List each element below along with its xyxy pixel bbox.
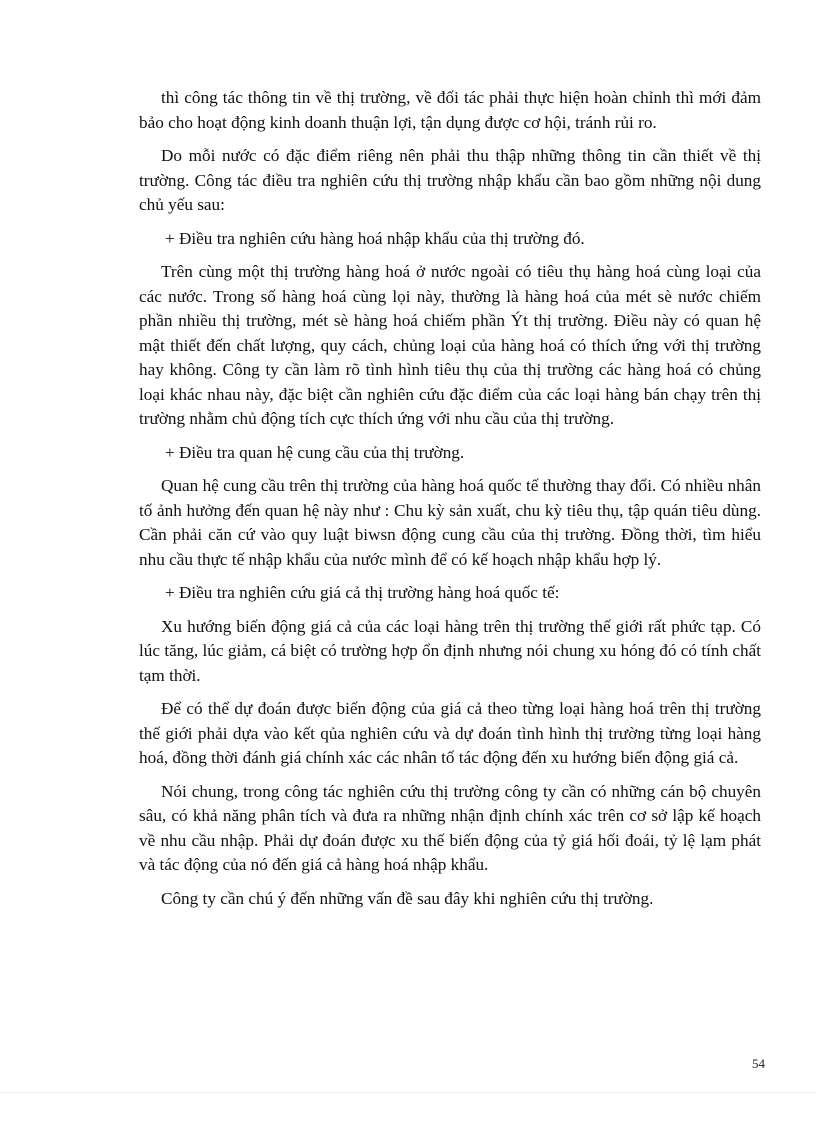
page-body — [139, 86, 761, 920]
page-number: 54 — [752, 1056, 765, 1071]
paragraph: Trên cùng một thị trường hàng hoá ở nước ngoài có tiêu thụ hàng hoá cùng loại của các nước. Trong số hàng hoá cùng lọi này, thường là hàng hoá của mét sè nước chiếm phần nhiều thị trường, mét sè hàng hoá chiếm phần Ýt thị trường. Điều này có quan hệ mật thiết đến chất lượng, quy cách, chủng loại của hàng hoá có thích ứng với thị trường hay không. Công ty cần làm rõ tình hình tiêu thụ của thị trường các hàng hoá có chủng loại khác nhau này, đặc biệt cần nghiên cứu đặc điểm của các loại hàng bán chạy trên thị trường nhằm chủ động tích cực thích ứng với nhu cầu của thị trường. — [139, 262, 761, 428]
page-bottom-divider — [0, 1092, 816, 1093]
bullet-item: + Điều tra nghiên cứu hàng hoá nhập khẩu của thị trường đó. — [165, 228, 585, 248]
bullet-item: + Điều tra nghiên cứu giá cả thị trường hàng hoá quốc tế: — [165, 583, 560, 602]
paragraph: Để có thể dự đoán được biến động của giá cả theo từng loại hàng hoá trên thị trường thế giới phải dựa vào kết qủa nghiên cứu và dự đoán tình hình thị trường từng loại hàng hoá, đồng thời đánh giá chính xác các nhân tố tác động đến xu hướng biến động giá cả. — [139, 699, 761, 767]
paragraph: Xu hướng biến động giá cả của các loại hàng trên thị trường thế giới rất phức tạp. Có lúc tăng, lúc giảm, cá biệt có trường hợp ổn định nhưng nói chung xu hóng đó có tính chất tạm thời. — [139, 616, 761, 685]
paragraph: Quan hệ cung cầu trên thị trường của hàng hoá quốc tế thường thay đổi. Có nhiều nhân tố ảnh hưởng đến quan hệ này như : Chu kỳ sản xuất, chu kỳ tiêu thụ, tập quán tiêu dùng. Cần phải căn cứ vào quy luật biwsn động cung cầu của thị trường. Đồng thời, tìm hiểu nhu cầu thực tế nhập khẩu của nước mình để có kế hoạch nhập khẩu hợp lý. — [139, 476, 761, 569]
bullet-item: + Điều tra quan hệ cung cầu của thị trường. — [165, 442, 465, 462]
paragraph: Do mỗi nước có đặc điểm riêng nên phải thu thập những thông tin cần thiết về thị trường. Công tác điều tra nghiên cứu thị trường nhập khẩu cần bao gồm những nội dung chủ yếu sau: — [139, 146, 761, 214]
paragraph: thì công tác thông tin về thị trường, về đối tác phải thực hiện hoàn chỉnh thì mới đảm bảo cho hoạt động kinh doanh thuận lợi, tận dụng được cơ hội, tránh rủi ro. — [139, 88, 761, 132]
paragraph: Nói chung, trong công tác nghiên cứu thị trường công ty cần có những cán bộ chuyên sâu, có khả năng phân tích và đưa ra những nhận định chính xác trên cơ sở lập kế hoạch về nhu cầu nhập. Phải dự đoán được xu thế biến động của tỷ giá hối đoái, tỷ lệ lạm phát và tác động của nó đến giá cả hàng hoá nhập khẩu. — [139, 781, 761, 874]
paragraph: Công ty cần chú ý đến những vấn đề sau đây khi nghiên cứu thị trường. — [161, 888, 654, 908]
